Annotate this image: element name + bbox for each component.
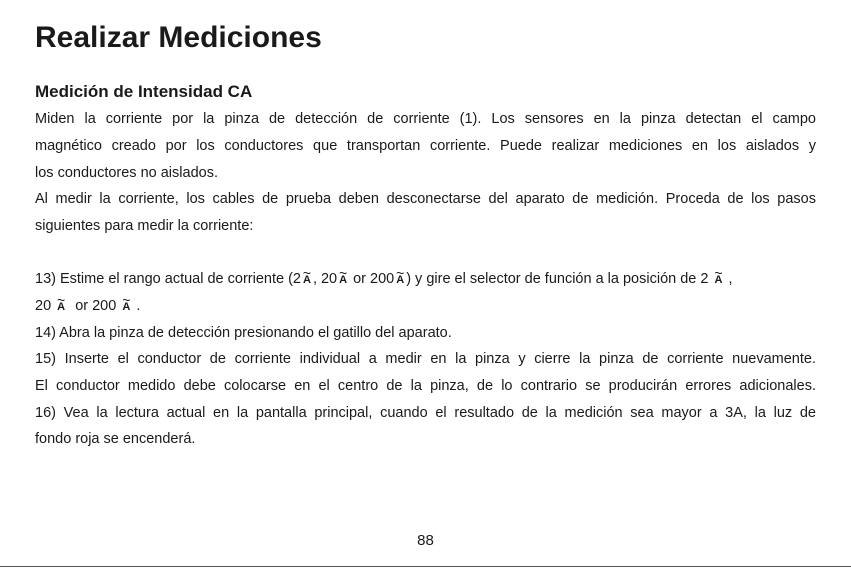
step-14-line: 14) Abra la pinza de detección presionando el gatillo del aparato. xyxy=(35,325,452,341)
step-13-text: , 20 xyxy=(312,271,338,287)
ac-current-symbol: ~ A xyxy=(394,275,406,286)
intro-line-1: Miden la corriente por la pinza de detección de corriente (1). Los sensores en la pinza detectan el campo xyxy=(35,111,816,127)
ac-current-symbol: ~ A xyxy=(301,275,313,286)
intro-line-3: los conductores no aislados. xyxy=(35,165,218,181)
page-number: 88 xyxy=(417,532,434,549)
intro-line-4: Al medir la corriente, los cables de prueba deben desconectarse del aparato de medición. Proceda de los pasos xyxy=(35,191,816,207)
step-16-line-1: 16) Vea la lectura actual en la pantalla principal, cuando el resultado de la medición sea mayor a 3A, la luz de xyxy=(35,405,816,421)
page-title: Realizar Mediciones xyxy=(35,21,322,54)
intro-line-2: magnético creado por los conductores que transportan corriente. Puede realizar mediciones en los aislados y xyxy=(35,138,816,154)
step-13-text: . xyxy=(136,298,141,314)
step-16-line-2: fondo roja se encenderá. xyxy=(35,431,196,447)
step-13-text: or 200 xyxy=(353,271,395,287)
step-13-line-1 xyxy=(35,269,733,289)
section-heading: Medición de Intensidad CA xyxy=(35,82,253,101)
ac-current-symbol: ~ A xyxy=(712,275,724,286)
ac-current-symbol: ~ A xyxy=(55,302,67,313)
step-13-text: 20 xyxy=(35,298,52,314)
step-13-line-2 xyxy=(35,296,140,316)
ac-current-symbol: ~ A xyxy=(120,302,132,313)
ac-current-symbol: ~ A xyxy=(337,275,349,286)
step-13-text: 13) Estime el rango actual de corriente (2 xyxy=(35,271,301,287)
step-13-text: or 200 xyxy=(75,298,117,314)
step-13-text: ) y gire el selector de función a la posición de 2 xyxy=(406,271,709,287)
step-15-line-1: 15) Inserte el conductor de corriente individual a medir en la pinza y cierre la pinza de corriente nuevamente. xyxy=(35,351,816,367)
intro-line-5: siguientes para medir la corriente: xyxy=(35,218,254,234)
bottom-divider xyxy=(0,566,851,567)
step-15-line-2: El conductor medido debe colocarse en el centro de la pinza, de lo contrario se producirán errores adicionales. xyxy=(35,378,816,394)
step-13-text: , xyxy=(728,271,733,287)
